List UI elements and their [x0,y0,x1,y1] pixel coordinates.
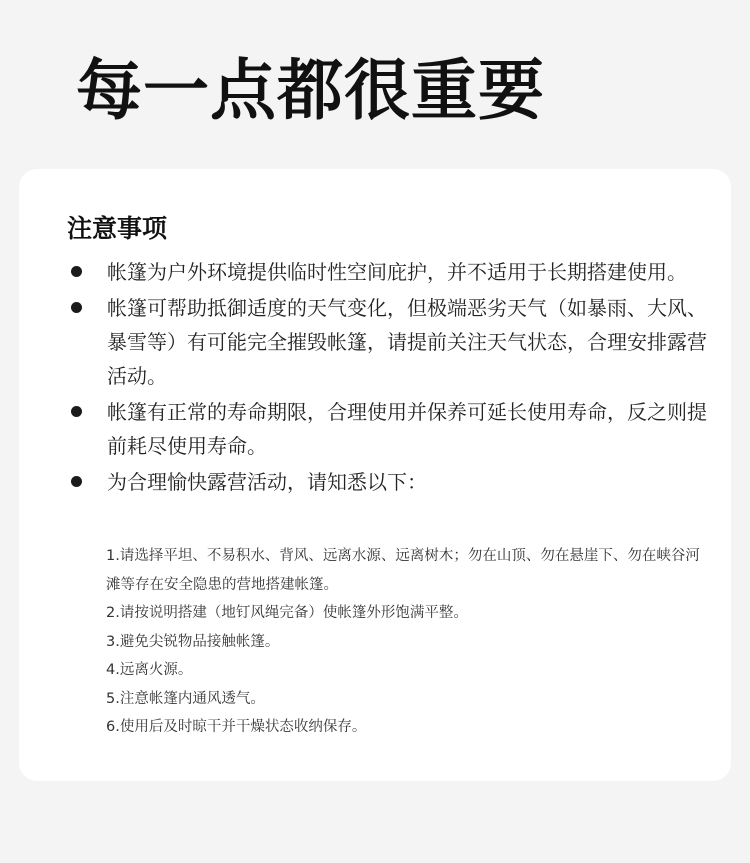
camping-rule-item: 2.请按说明搭建（地钉风绳完备）使帐篷外形饱满平整。 [106,605,468,621]
camping-rule-item: 5.注意帐篷内通风透气。 [106,690,265,707]
bullet-dot-icon [71,406,82,417]
notice-bullet-list [67,255,707,501]
page-title: 每一点都很重要 [76,52,545,129]
notice-title: 注意事项 [67,214,168,243]
notice-bullet-text: 帐篷有正常的寿命期限，合理使用并保养可延长使用寿命，反之则提前耗尽使用寿命。 [107,400,707,458]
notice-bullet-text: 为合理愉快露营活动，请知悉以下： [107,470,427,494]
camping-rule-item: 3.避免尖锐物品接触帐篷。 [106,633,280,650]
notice-bullet-item [67,255,707,289]
notice-card [19,169,731,781]
camping-rule-item: 6.使用后及时晾干并干燥状态收纳保存。 [106,719,367,735]
notice-bullet-item [67,465,707,499]
camping-rule-item: 1.请选择平坦、不易积水、背风、远离水源、远离树木；勿在山顶、勿在悬崖下、勿在峡谷河滩等存在安全隐患的营地搭建帐篷。 [106,548,700,593]
camping-rules-list [106,542,706,742]
bullet-dot-icon [71,476,82,487]
bullet-dot-icon [71,302,82,313]
bullet-dot-icon [71,266,82,277]
notice-bullet-text: 帐篷为户外环境提供临时性空间庇护，并不适用于长期搭建使用。 [107,260,687,284]
camping-rule-item: 4.远离火源。 [106,662,193,678]
notice-bullet-text: 帐篷可帮助抵御适度的天气变化，但极端恶劣天气（如暴雨、大风、暴雪等）有可能完全摧毁帐篷，请提前关注天气状态，合理安排露营活动。 [107,296,707,388]
notice-bullet-item [67,395,707,463]
notice-bullet-item [67,291,707,393]
